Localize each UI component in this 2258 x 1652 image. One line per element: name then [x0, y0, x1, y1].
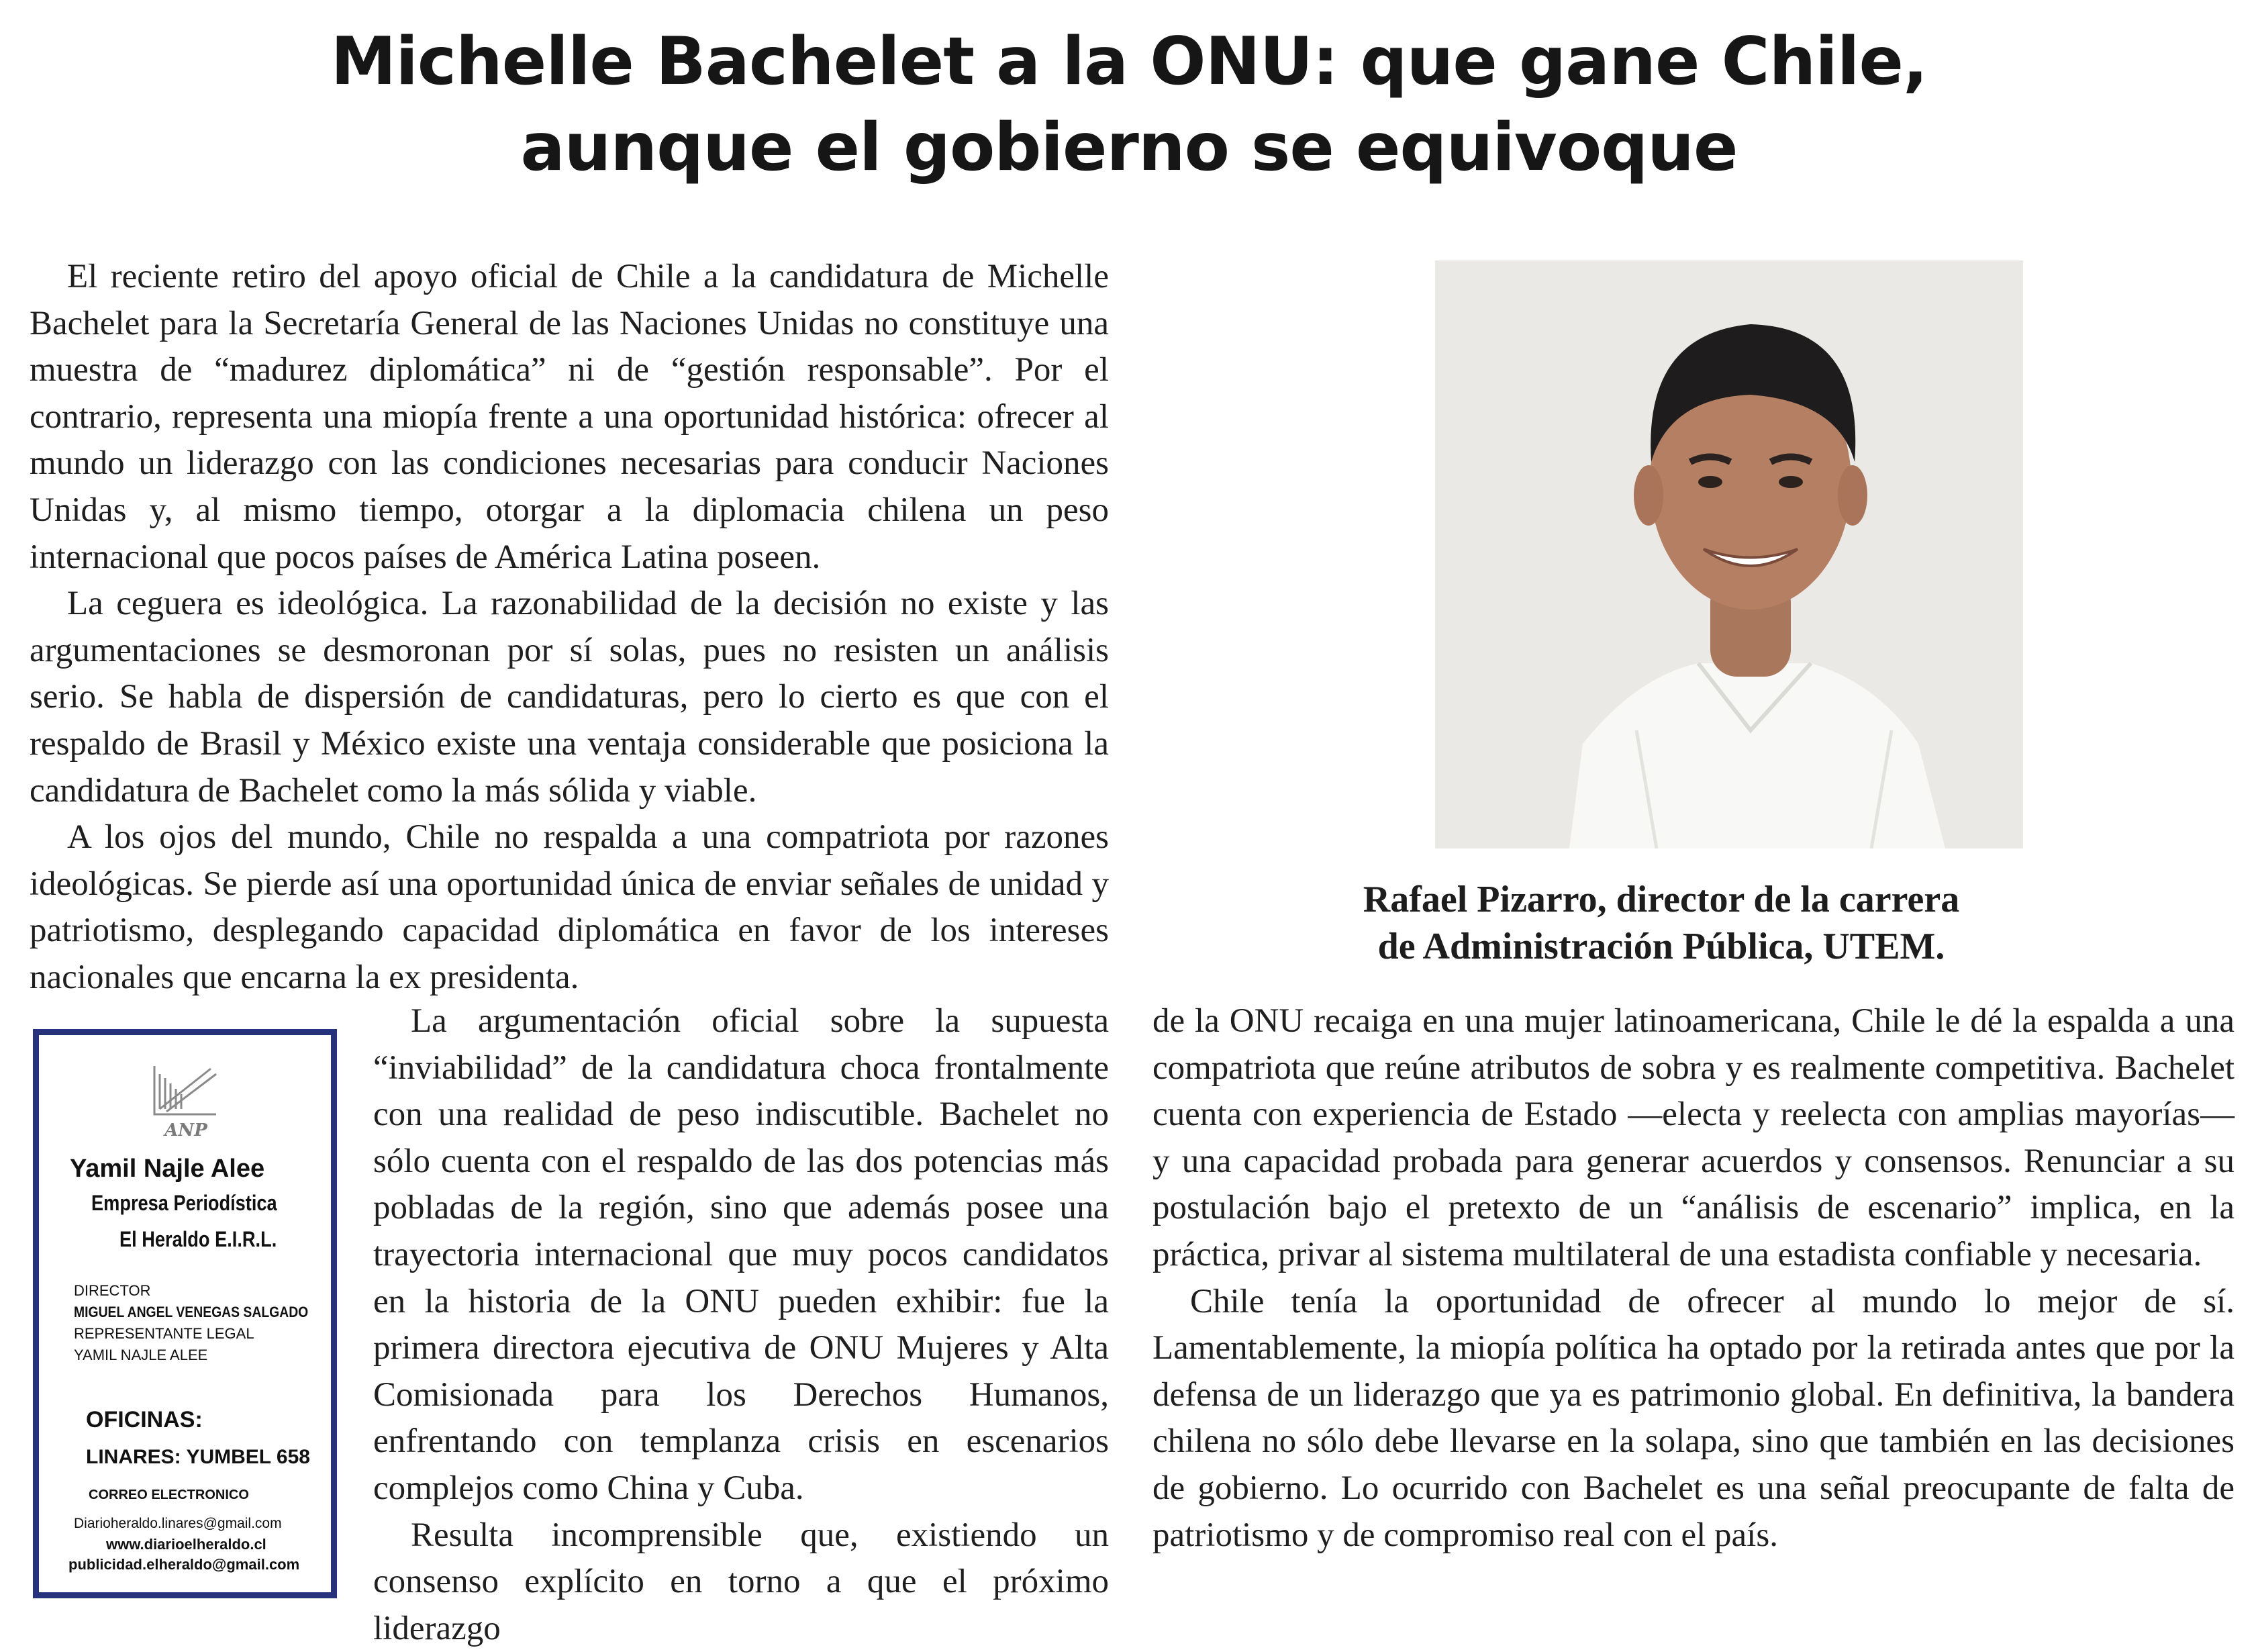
headline-line-2: aunque el gobierno se equivoque	[520, 109, 1738, 186]
office-linares: LINARES: YUMBEL 658	[86, 1446, 310, 1468]
paragraph: Chile tenía la oportunidad de ofrecer al mundo lo mejor de sí. Lamentablemente, la miopía política ha optado por la retirada antes que por la defensa de un liderazgo que ya es patrimonio global. En definitiva, la bandera chilena no sólo debe llevarse en la solapa, sino que también en las decisiones de gobierno. Lo ocurrido con Bachelet es una señal preocupante de falta de patriotismo y de compromiso real con el país.	[1152, 1282, 2235, 1554]
article-column-top	[30, 254, 1109, 1002]
legal-rep-label: REPRESENTANTE LEGAL	[74, 1325, 254, 1342]
photo-caption-line-1: Rafael Pizarro, director de la carrera	[1363, 879, 1960, 920]
article-column-right	[1152, 998, 2235, 1559]
publisher-info-box	[33, 1029, 337, 1598]
email-2: publicidad.elheraldo@gmail.com	[68, 1556, 300, 1573]
paragraph: El reciente retiro del apoyo oficial de Chile a la candidatura de Michelle Bachelet para la Secretaría General de las Naciones Unidas no constituye una muestra de “madurez diplomática” ni de “gestión responsable”. Por el contrario, representa una miopía frente a una oportunidad histórica: ofrecer al mundo un liderazgo con las condiciones necesarias para conducir Naciones Unidas y, al mismo tiempo, otorgar a la diplomacia chilena un peso internacional que pocos países de América Latina poseen.	[30, 258, 1109, 576]
publisher-firm: Empresa Periodística	[91, 1191, 277, 1215]
photo-caption	[1289, 876, 2034, 970]
email-label: CORREO ELECTRONICO	[89, 1488, 249, 1502]
author-portrait-illustration	[1435, 260, 2023, 848]
legal-rep-name: YAMIL NAJLE ALEE	[74, 1347, 208, 1363]
paragraph: A los ojos del mundo, Chile no respalda a una compatriota por razones ideológicas. Se pierde así una oportunidad única de enviar señales de unidad y patriotismo, desplegando capacidad diplomática en favor de los intereses nacionales que encarna la ex presidenta.	[30, 818, 1109, 996]
publisher-edition: El Heraldo E.I.R.L.	[119, 1227, 277, 1251]
paragraph: La argumentación oficial sobre la supuesta “inviabilidad” de la candidatura choca frontalmente con una realidad de peso indiscutible. Bachelet no sólo cuenta con el respaldo de las dos potencias más pobladas de la región, sino que además posee una trayectoria internacional que muy pocos candidatos en la historia de la ONU pueden exhibir: fue la primera directora ejecutiva de ONU Mujeres y Alta Comisionada para los Derechos Humanos, enfrentando con templanza crisis en escenarios complejos como China y Cuba.	[373, 1002, 1109, 1507]
headline	[0, 19, 2258, 191]
anp-logo-icon	[149, 1061, 223, 1141]
article-column-middle	[373, 998, 1109, 1652]
email-1: Diarioheraldo.linares@gmail.com	[74, 1516, 282, 1531]
paragraph: Resulta incomprensible que, existiendo un consenso explícito en torno a que el próximo liderazgo	[373, 1516, 1109, 1647]
offices-label: OFICINAS:	[86, 1407, 203, 1432]
paragraph: de la ONU recaiga en una mujer latinoamericana, Chile le dé la espalda a una compatriota que reúne atributos de sobra y es realmente competitiva. Bachelet cuenta con experiencia de Estado —electa y reelecta con amplias mayorías— y una capacidad probada para generar acuerdos y consensos. Renunciar a su postulación bajo el pretexto de un “análisis de escenario” implica, en la práctica, privar al sistema multilateral de una estadista confiable y necesaria.	[1152, 1002, 2235, 1273]
publisher-name: Yamil Najle Alee	[70, 1155, 265, 1183]
director-name: MIGUEL ANGEL VENEGAS SALGADO	[74, 1304, 309, 1320]
paragraph: La ceguera es ideológica. La razonabilidad de la decisión no existe y las argumentaciones se desmoronan por sí solas, pues no resisten un análisis serio. Se habla de dispersión de candidaturas, pero lo cierto es que con el respaldo de Brasil y México existe una ventaja considerable que posiciona la candidatura de Bachelet como la más sólida y viable.	[30, 585, 1109, 810]
photo-caption-line-2: de Administración Pública, UTEM.	[1377, 926, 1945, 967]
logo-text: ANP	[164, 1120, 207, 1140]
website: www.diarioelheraldo.cl	[106, 1536, 266, 1553]
director-label: DIRECTOR	[74, 1282, 151, 1299]
author-photo	[1435, 260, 2023, 848]
headline-line-1: Michelle Bachelet a la ONU: que gane Chile,	[330, 23, 1928, 100]
